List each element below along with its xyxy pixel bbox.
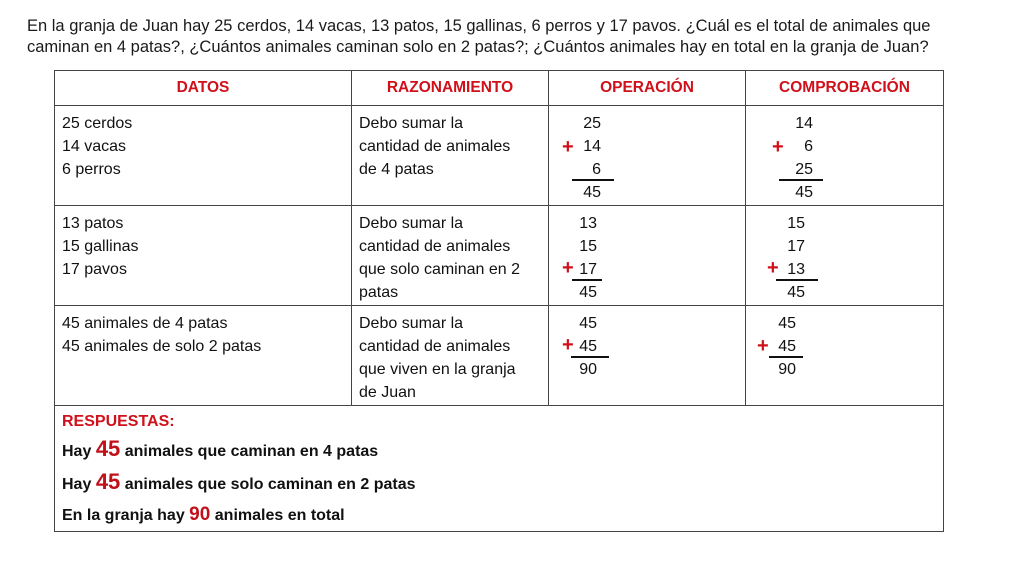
dato-line: 45 animales de solo 2 patas xyxy=(62,338,262,355)
razonamiento-line: cantidad de animales xyxy=(359,238,511,255)
razonamiento-line: Debo sumar la xyxy=(359,315,464,332)
dato-line: 15 gallinas xyxy=(62,238,139,255)
addend: 45 xyxy=(579,338,597,355)
addend: 15 xyxy=(787,215,805,232)
result: 90 xyxy=(778,361,796,378)
datos-cell xyxy=(55,306,352,406)
answer-text: animales que solo caminan en 2 patas xyxy=(124,476,416,493)
header-operacion: OPERACIÓN xyxy=(549,71,746,106)
razonamiento-line: de 4 patas xyxy=(359,161,434,178)
addend: 14 xyxy=(583,138,601,155)
plus-sign: + xyxy=(757,335,769,357)
razonamiento-line: Debo sumar la xyxy=(359,215,464,232)
table-row xyxy=(55,106,944,206)
addend: 45 xyxy=(778,338,796,355)
solution-table xyxy=(54,70,944,532)
dato-line: 25 cerdos xyxy=(62,115,133,132)
addend: 14 xyxy=(795,115,813,132)
problem-line-2: caminan en 4 patas?, ¿Cuántos animales caminan solo en 2 patas?; ¿Cuántos animales hay en total en la granja de Juan? xyxy=(27,38,929,56)
comprobacion-cell xyxy=(746,206,944,306)
plus-sign: + xyxy=(562,136,574,158)
comprobacion-cell xyxy=(746,106,944,206)
addend: 45 xyxy=(778,315,796,332)
razonamiento-line: que solo caminan en 2 xyxy=(359,261,520,278)
answer-number: 45 xyxy=(95,436,121,461)
dato-line: 13 patos xyxy=(62,215,124,232)
dato-line: 6 perros xyxy=(62,161,121,178)
addend: 45 xyxy=(579,315,597,332)
razonamiento-line: Debo sumar la xyxy=(359,115,464,132)
answer-text: En la granja hay xyxy=(62,507,185,524)
answer-number: 45 xyxy=(95,469,121,494)
answer-1 xyxy=(62,434,936,467)
header-comprobacion: COMPROBACIÓN xyxy=(746,71,944,106)
plus-sign: + xyxy=(767,257,779,279)
addend: 17 xyxy=(787,238,805,255)
result: 90 xyxy=(579,361,597,378)
razonamiento-cell xyxy=(352,206,549,306)
header-datos: DATOS xyxy=(55,71,352,106)
plus-sign: + xyxy=(562,334,574,356)
answers-cell xyxy=(55,406,944,532)
answer-text: Hay xyxy=(62,476,92,493)
result: 45 xyxy=(787,284,805,301)
answers-row xyxy=(55,406,944,532)
answer-text: Hay xyxy=(62,443,92,460)
problem-statement xyxy=(27,16,1007,58)
answer-number: 90 xyxy=(189,504,211,525)
answer-3 xyxy=(62,500,936,531)
answer-text: animales que caminan en 4 patas xyxy=(124,443,379,460)
datos-cell xyxy=(55,206,352,306)
addend: 17 xyxy=(579,261,597,278)
razonamiento-line: que viven en la granja xyxy=(359,361,516,378)
plus-sign: + xyxy=(562,257,574,279)
addend: 15 xyxy=(579,238,597,255)
operacion-cell xyxy=(549,206,746,306)
dato-line: 45 animales de 4 patas xyxy=(62,315,228,332)
result: 45 xyxy=(795,184,813,201)
comprobacion-cell xyxy=(746,306,944,406)
problem-line-1: En la granja de Juan hay 25 cerdos, 14 vacas, 13 patos, 15 gallinas, 6 perros y 17 pavos. ¿Cuál es el total de animales que xyxy=(27,17,931,35)
razonamiento-cell xyxy=(352,306,549,406)
header-razonamiento: RAZONAMIENTO xyxy=(352,71,549,106)
plus-sign: + xyxy=(772,136,784,158)
razonamiento-line: cantidad de animales xyxy=(359,338,511,355)
razonamiento-line: cantidad de animales xyxy=(359,138,511,155)
addend: 6 xyxy=(592,161,601,178)
table-row xyxy=(55,206,944,306)
answers-title: RESPUESTAS: xyxy=(62,413,175,430)
result: 45 xyxy=(583,184,601,201)
addend: 6 xyxy=(804,138,813,155)
dato-line: 14 vacas xyxy=(62,138,127,155)
datos-cell xyxy=(55,106,352,206)
addend: 13 xyxy=(579,215,597,232)
header-row xyxy=(55,71,944,106)
addend: 25 xyxy=(583,115,601,132)
operacion-cell xyxy=(549,306,746,406)
answer-text: animales en total xyxy=(214,507,345,524)
result: 45 xyxy=(579,284,597,301)
razonamiento-line: patas xyxy=(359,284,399,301)
addend: 13 xyxy=(787,261,805,278)
razonamiento-line: de Juan xyxy=(359,384,416,401)
razonamiento-cell xyxy=(352,106,549,206)
addend: 25 xyxy=(795,161,813,178)
answer-2 xyxy=(62,467,936,500)
operacion-cell xyxy=(549,106,746,206)
dato-line: 17 pavos xyxy=(62,261,127,278)
table-row xyxy=(55,306,944,406)
